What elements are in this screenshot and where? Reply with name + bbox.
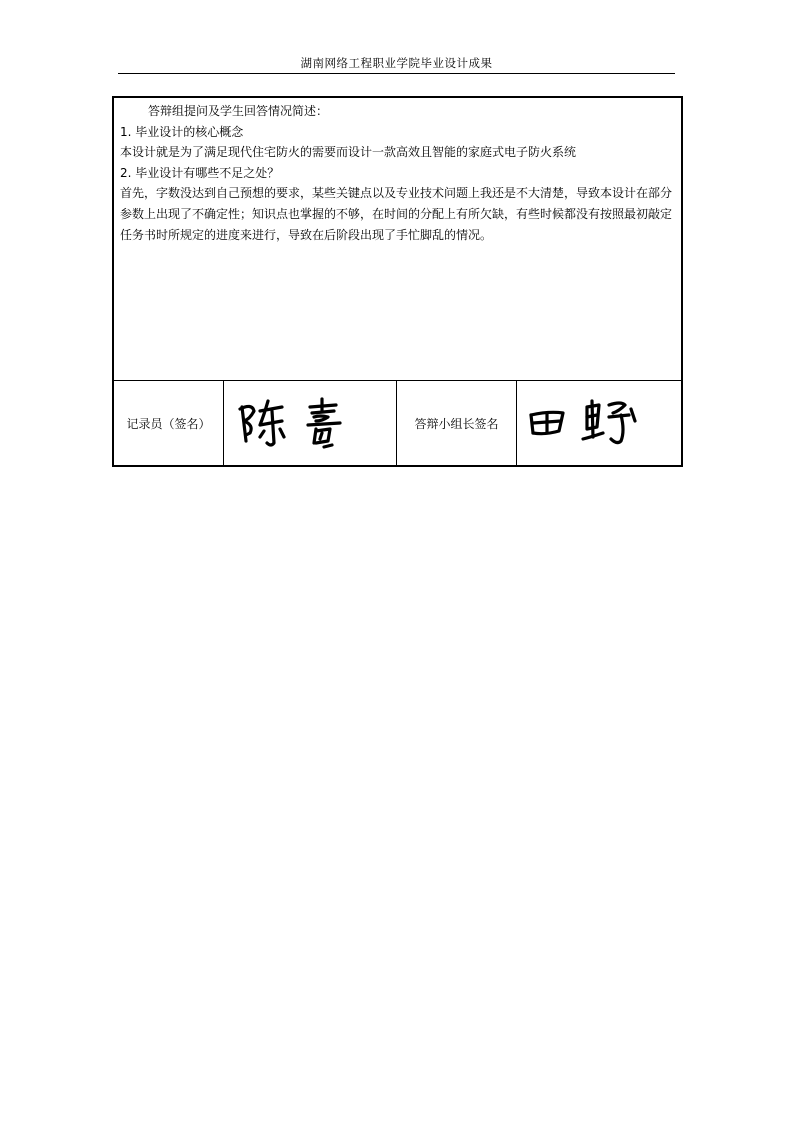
qa-summary-section — [114, 98, 681, 381]
leader-label: 答辩小组长签名 — [414, 416, 499, 431]
qa-intro-heading: 答辩组提问及学生回答情况简述： — [148, 104, 329, 118]
header-divider — [118, 73, 675, 74]
leader-label-cell — [397, 381, 517, 465]
question-2: 2. 毕业设计有哪些不足之处？ — [120, 165, 280, 180]
question-1: 1. 毕业设计的核心概念 — [120, 124, 244, 139]
leader-handwritten-signature — [517, 381, 681, 465]
recorder-signature-cell — [224, 381, 397, 465]
recorder-label: 记录员（签名） — [126, 416, 211, 431]
qa-record-table — [112, 96, 683, 467]
signature-row — [114, 381, 681, 465]
recorder-label-cell — [114, 381, 224, 465]
recorder-handwritten-signature — [224, 381, 396, 465]
answer-2: 首先，字数没达到自己预想的要求，某些关键点以及专业技术问题上我还是不大清楚，导致本设计在部分参数上出现了不确定性；知识点也掌握的不够，在时间的分配上有所欠缺，有些时候都没有按照最初敲定任务书时所规定的进度来进行，导致在后阶段出现了手忙脚乱的情况。 — [120, 186, 673, 242]
answer-1: 本设计就是为了满足现代住宅防火的需要而设计一款高效且智能的家庭式电子防火系统 — [120, 145, 577, 160]
leader-signature-cell — [517, 381, 681, 465]
page-header-title: 湖南网络工程职业学院毕业设计成果 — [300, 56, 493, 70]
